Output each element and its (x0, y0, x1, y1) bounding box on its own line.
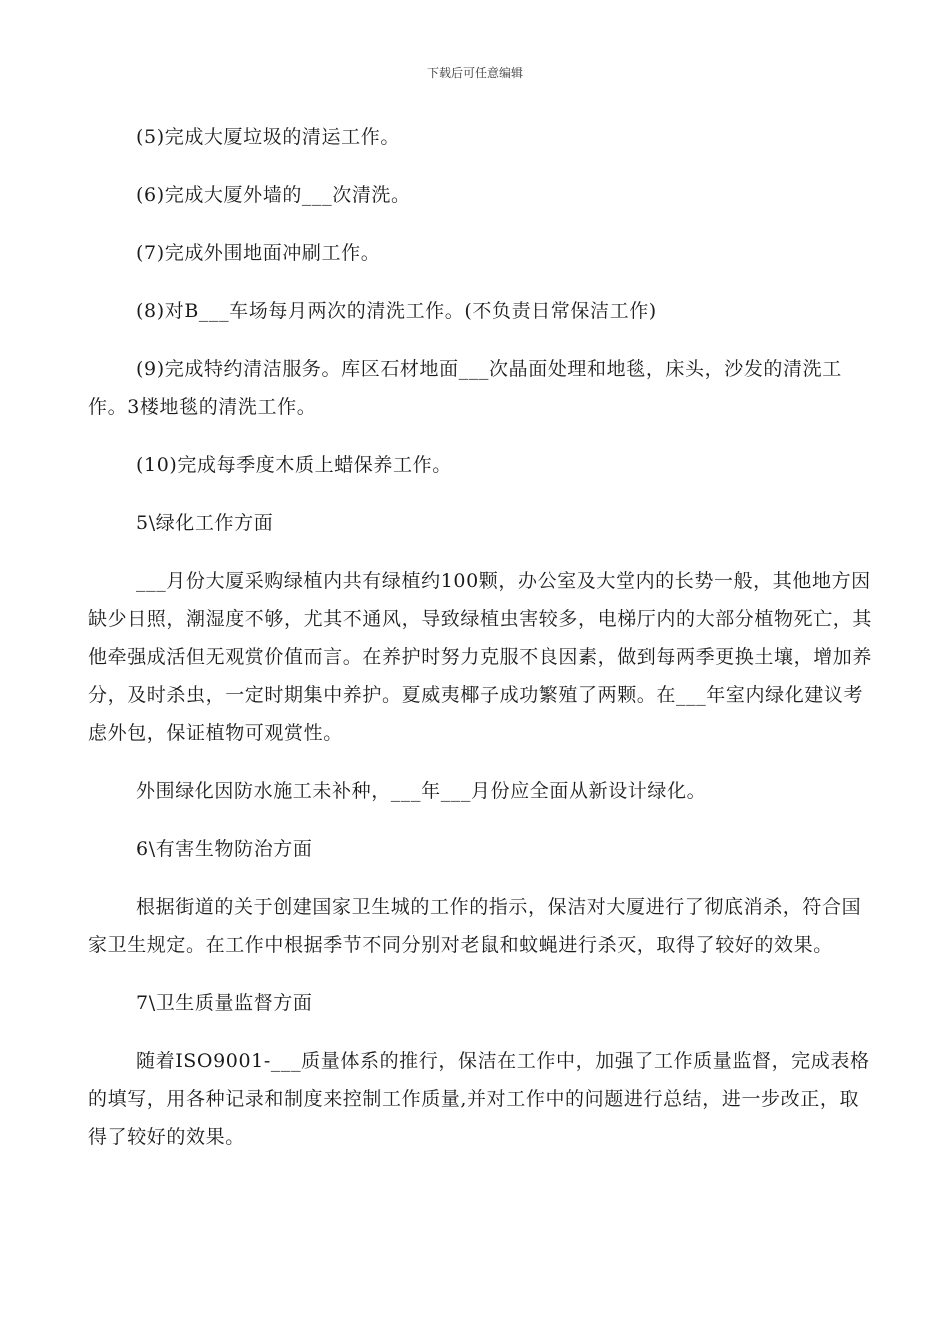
section-heading-pest-control: 6\有害生物防治方面 (136, 838, 313, 860)
paragraph-item-10: (10)完成每季度木质上蜡保养工作。 (136, 454, 452, 476)
section-heading-greening: 5\绿化工作方面 (136, 512, 274, 534)
paragraph-item-7: (7)完成外围地面冲刷工作。 (136, 242, 381, 264)
paragraph-item-6: (6)完成大厦外墙的___次清洗。 (136, 184, 411, 206)
document-body (88, 118, 878, 1176)
section-heading-quality-supervision: 7\卫生质量监督方面 (136, 992, 313, 1014)
paragraph-greening-indoor: ___月份大厦采购绿植内共有绿植约100颗，办公室及大堂内的长势一般，其他地方因缺少日照，潮湿度不够，尤其不通风，导致绿植虫害较多，电梯厅内的大部分植物死亡，其他牵强成活但无观赏价值而言。在养护时努力克服不良因素，做到每两季更换土壤，增加养分，及时杀虫，一定时期集中养护。夏威夷椰子成功繁殖了两颗。在___年室内绿化建议考虑外包，保证植物可观赏性。 (88, 570, 873, 744)
page-header: 下载后可任意编辑 (426, 66, 523, 80)
paragraph-item-9: (9)完成特约清洁服务。库区石材地面___次晶面处理和地毯，床头，沙发的清洗工作。3楼地毯的清洗工作。 (88, 358, 842, 418)
paragraph-quality-supervision: 随着ISO9001-___质量体系的推行，保洁在工作中，加强了工作质量监督，完成表格的填写，用各种记录和制度来控制工作质量,并对工作中的问题进行总结，进一步改正，取得了较好的效果。 (88, 1050, 870, 1148)
paragraph-item-8: (8)对B___车场每月两次的清洗工作。(不负责日常保洁工作) (136, 300, 657, 322)
paragraph-pest-control: 根据街道的关于创建国家卫生城的工作的指示，保洁对大厦进行了彻底消杀，符合国家卫生规定。在工作中根据季节不同分别对老鼠和蚊蝇进行杀灭，取得了较好的效果。 (88, 896, 862, 956)
paragraph-item-5: (5)完成大厦垃圾的清运工作。 (136, 126, 400, 148)
paragraph-greening-outdoor: 外围绿化因防水施工未补种，___年___月份应全面从新设计绿化。 (136, 780, 707, 802)
